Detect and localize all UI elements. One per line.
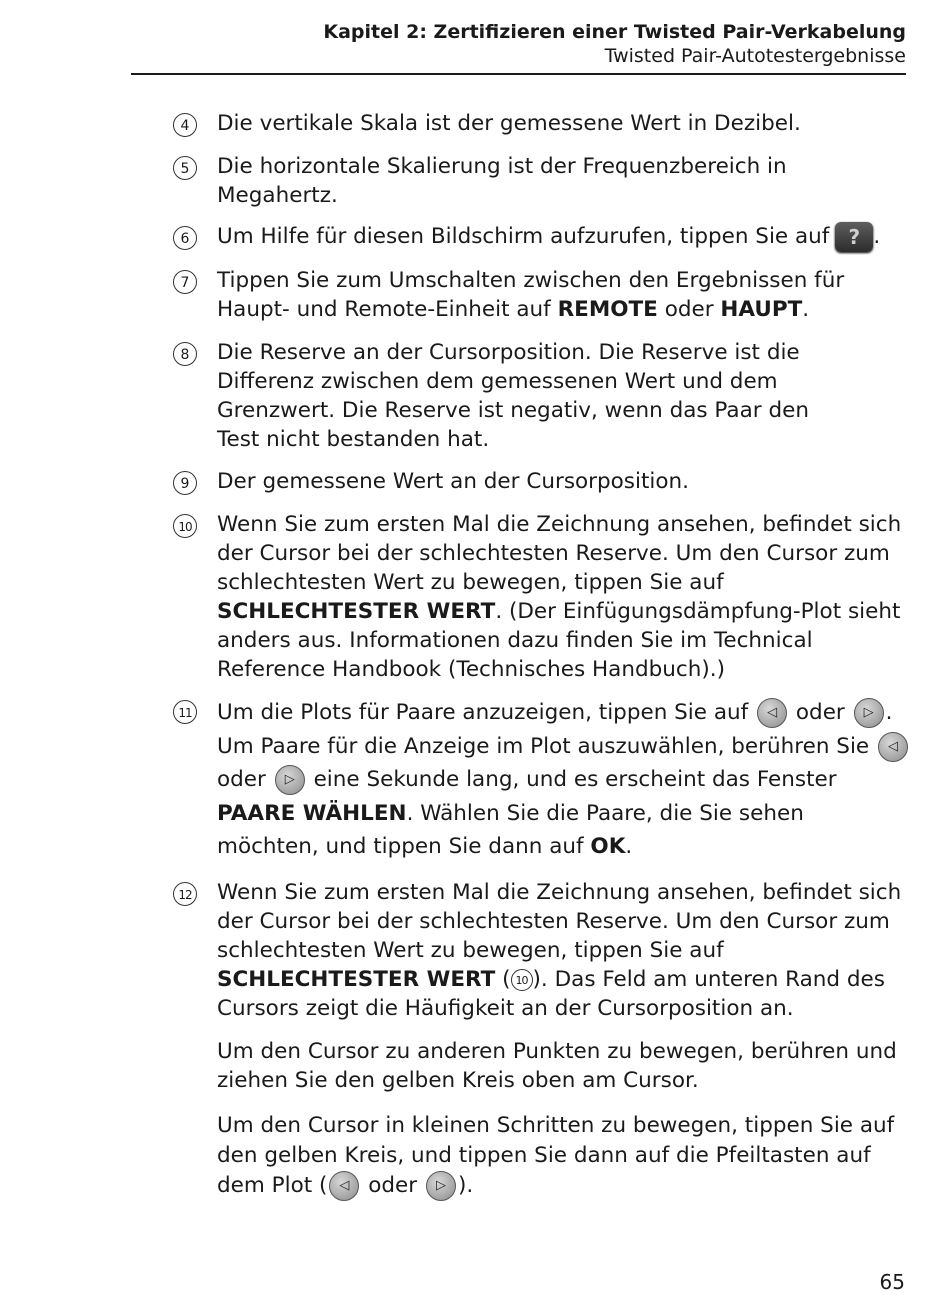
- list-item-4: [173, 109, 913, 138]
- right-arrow-icon: ▷: [275, 765, 305, 795]
- list-item-7: [173, 266, 913, 324]
- list-item-6: [173, 222, 913, 252]
- help-button-icon: ?: [835, 222, 873, 252]
- paragraph-drag-cursor: Um den Cursor zu anderen Punkten zu bewegen, berühren und ziehen Sie den gelben Kreis oben am Cursor.: [217, 1039, 897, 1093]
- list-item-12: [173, 878, 913, 1023]
- list-item-11: [173, 696, 913, 864]
- callout-number: 10: [173, 514, 197, 538]
- right-arrow-icon: ▷: [426, 1171, 456, 1201]
- callout-number: 11: [173, 700, 197, 724]
- callout-number: 9: [173, 471, 197, 495]
- item-text: Um die Plots für Paare anzuzeigen, tippen Sie auf ◁ oder ▷ . Um Paare für die Anzeige im Plot auszuwählen, berühren Sie ◁ oder ▷ eine Sekunde lang, und es erscheint das Fenster PAARE WÄHLEN. Wählen Sie die Paare, die Sie sehen möchten, und tippen Sie dann auf OK.: [217, 696, 912, 864]
- section-title: Twisted Pair-Autotestergebnisse: [604, 45, 906, 67]
- item-text: Der gemessene Wert an der Cursorposition.: [217, 469, 690, 494]
- left-arrow-icon: ◁: [757, 698, 787, 728]
- chapter-title: Kapitel 2: Zertifizieren einer Twisted Pair-Verkabelung: [323, 21, 906, 43]
- callout-number: 4: [173, 113, 197, 137]
- item-text: Tippen Sie zum Umschalten zwischen den Ergebnissen für Haupt- und Remote-Einheit auf REMOTE oder HAUPT.: [217, 268, 845, 322]
- item-text: Wenn Sie zum ersten Mal die Zeichnung ansehen, befindet sich der Cursor bei der schlechtesten Reserve. Um den Cursor zum schlechtesten Wert zu bewegen, tippen Sie auf SCHLECHTESTER WERT ( 10 ). Das Feld am unteren Rand des Cursors zeigt die Häufigkeit an der Cursorposition an.: [217, 880, 902, 1021]
- header-rule: [131, 73, 906, 75]
- callout-number: 8: [173, 342, 197, 366]
- right-arrow-icon: ▷: [854, 698, 884, 728]
- callout-number: 5: [173, 156, 197, 180]
- item-text: Die Reserve an der Cursorposition. Die Reserve ist die Differenz zwischen dem gemessenen Wert und dem Grenzwert. Die Reserve ist negativ, wenn das Paar den Test nicht bestanden hat.: [217, 340, 809, 452]
- item-text: Die vertikale Skala ist der gemessene Wert in Dezibel.: [217, 111, 801, 136]
- callout-number: 7: [173, 270, 197, 294]
- item-text: Um Hilfe für diesen Bildschirm aufzurufen, tippen Sie auf ? .: [217, 222, 913, 252]
- left-arrow-icon: ◁: [329, 1171, 359, 1201]
- item-text: Die horizontale Skalierung ist der Frequenzbereich in Megahertz.: [217, 154, 787, 208]
- page-number: 65: [879, 1270, 905, 1294]
- callout-reference: 10: [511, 969, 533, 991]
- list-item-5: [173, 152, 913, 210]
- list-item-8: [173, 338, 913, 454]
- callout-number: 12: [173, 882, 197, 906]
- list-item-10: [173, 510, 913, 684]
- list-item-9: [173, 467, 913, 496]
- left-arrow-icon: ◁: [878, 732, 908, 762]
- paragraph-step-cursor: Um den Cursor in kleinen Schritten zu bewegen, tippen Sie auf den gelben Kreis, und tippen Sie dann auf die Pfeiltasten auf dem Plot ( ◁ oder ▷ ).: [217, 1111, 917, 1201]
- page-header: [323, 20, 906, 68]
- callout-number: 6: [173, 226, 197, 250]
- item-text: Wenn Sie zum ersten Mal die Zeichnung ansehen, befindet sich der Cursor bei der schlechtesten Reserve. Um den Cursor zum schlechtesten Wert zu bewegen, tippen Sie auf SCHLECHTESTER WERT. (Der Einfügungsdämpfung-Plot sieht anders aus. Informationen dazu finden Sie im Technical Reference Handbook (Technisches Handbuch).): [217, 512, 902, 682]
